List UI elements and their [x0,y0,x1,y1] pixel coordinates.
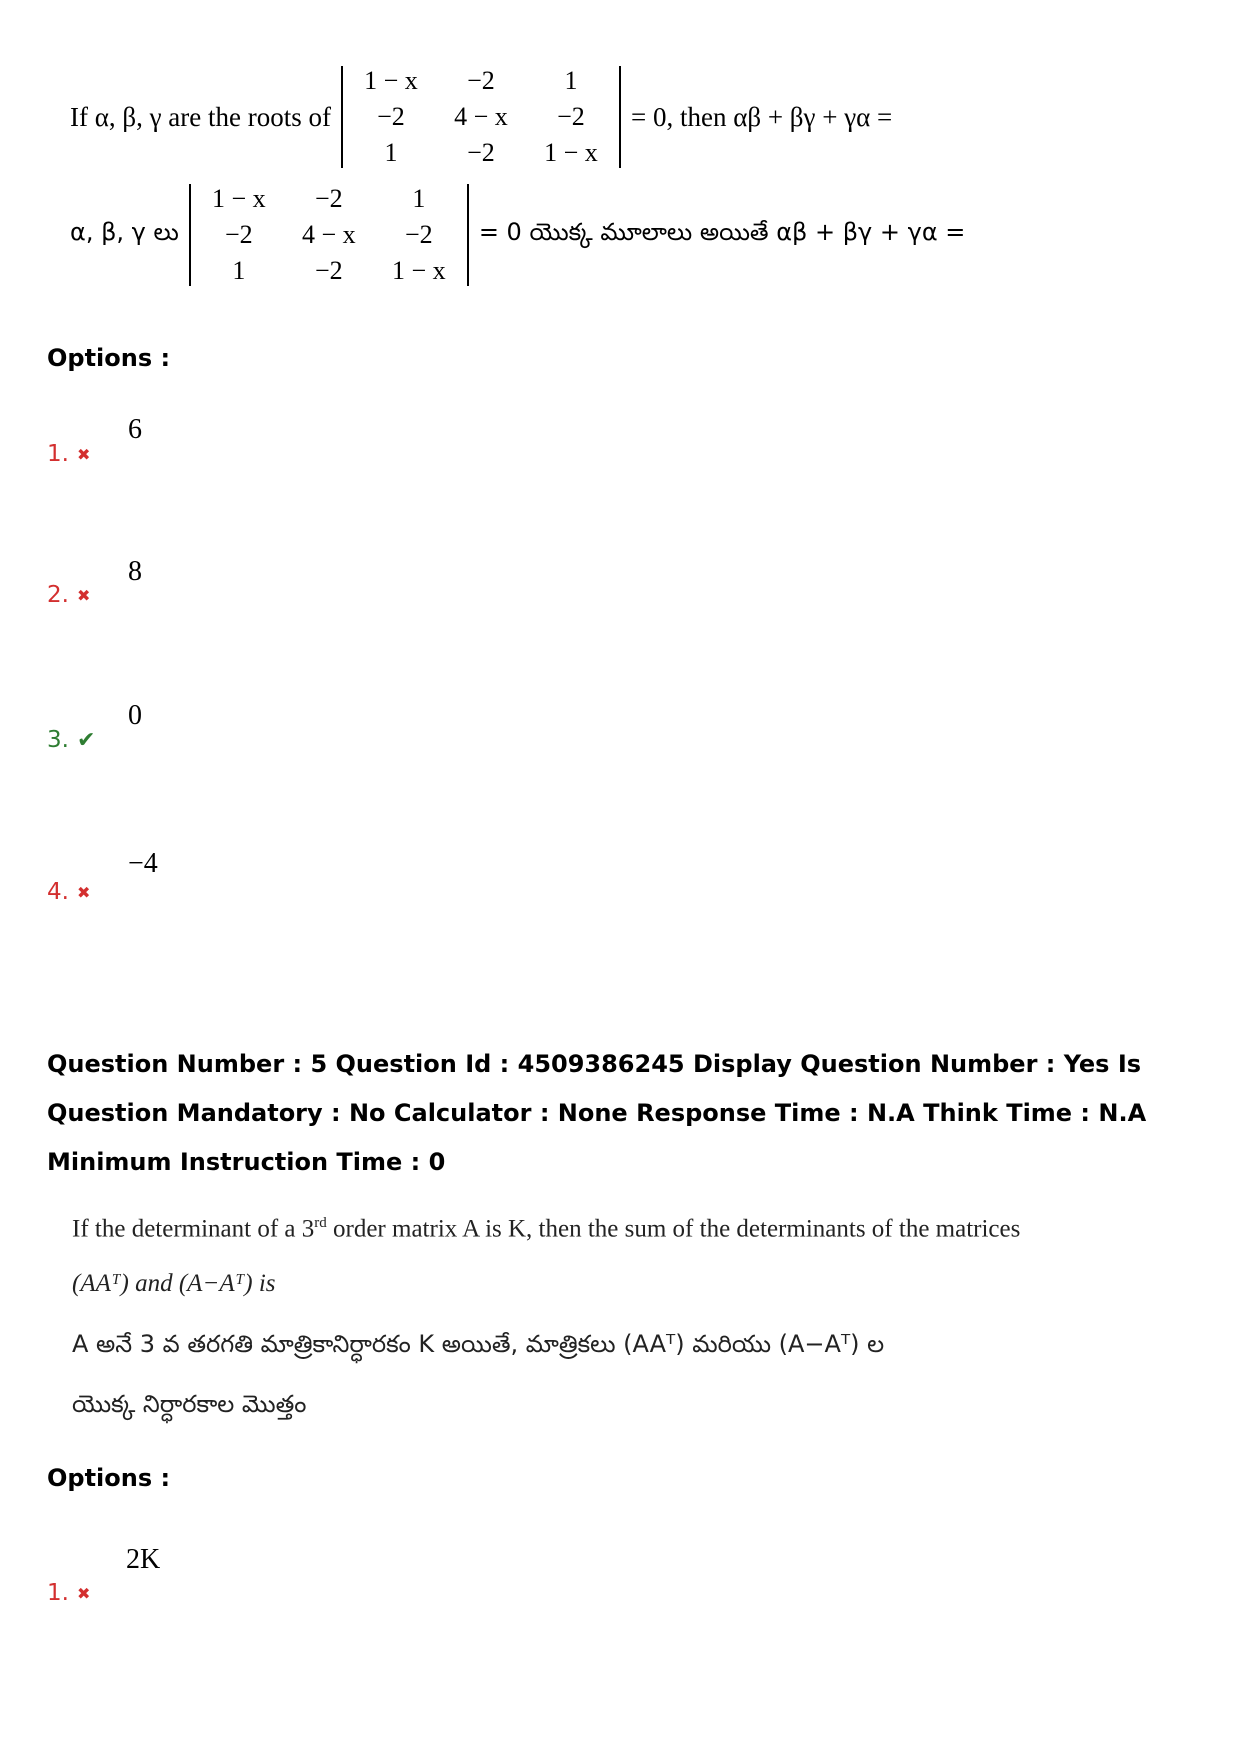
matrix-cell: 1 [412,184,426,213]
matrix-cell: 1 − x [211,184,266,213]
matrix-cell: 1 − x [364,66,418,95]
option-number-text: 4. [47,879,69,905]
matrix-cell: −2 [314,256,343,285]
q5-line-4: యొక్క నిర్ధారకాల మొత్తం [72,1390,307,1418]
option-number [47,441,90,467]
matrix-cell: −2 [224,220,253,249]
matrix-cell: 1 [232,256,246,285]
options-heading: Options : [47,1464,171,1492]
q5-line-1-sup: rd [314,1215,327,1231]
option-value: 6 [128,414,142,445]
option-number [47,582,90,608]
q4-telugu-prefix: α, β, γ లు [70,218,179,246]
q5-line-1-b: order matrix A is K, then the sum of the determinants of the matrices [326,1215,1021,1243]
option-number-text: 2. [47,582,69,608]
options-heading: Options : [47,344,171,372]
q4-determinant-english [341,66,621,168]
option-number-text: 1. [47,1580,69,1606]
check-icon: ✔ [76,727,96,753]
matrix-cell: 1 − x [544,138,598,167]
q4-telugu-suffix: = 0 యొక్క మూలాలు అయితే αβ + βγ + γα = [478,218,966,246]
cross-icon: ✖ [76,585,91,605]
question-header: Question Number : 5 Question Id : 4509386245 Display Question Number : Yes Is Question Mandatory : No Calculator : None Response Time : N.A Think Time : N.A Minimum Instruction Time : 0 [47,1050,1147,1176]
q5-line-1-a: If the determinant of a 3 [72,1215,315,1243]
option-number [47,727,95,753]
matrix-cell: −2 [557,102,585,131]
q5-line-1 [72,1215,1020,1243]
q5-line-2: (AAᵀ) and (A−Aᵀ) is [72,1270,276,1297]
option-number-text: 1. [47,441,69,467]
option-value: −4 [128,848,158,879]
matrix-cell: 1 − x [391,256,446,285]
matrix-cell: −2 [314,184,343,213]
option-value: 8 [128,556,142,587]
q5-line-3: A అనే 3 వ తరగతి మాత్రికానిర్ధారకం K అయితే, మాత్రికలు (AAᵀ) మరియు (A−Aᵀ) ల [72,1330,885,1358]
matrix-cell: −2 [404,220,433,249]
matrix-cell: −2 [467,66,495,95]
option-value: 2K [126,1544,161,1575]
option-number-text: 3. [47,727,69,753]
q4-determinant-telugu [189,184,469,286]
matrix-cell: 4 − x [301,220,356,249]
matrix-cell: −2 [467,138,495,167]
option-number [47,879,90,905]
q4-english-suffix: = 0, then αβ + βγ + γα = [630,101,893,132]
cross-icon: ✖ [76,444,91,464]
option-number [47,1580,90,1606]
matrix-cell: 1 [564,66,578,95]
matrix-cell: 4 − x [454,102,508,131]
matrix-cell: 1 [384,138,398,167]
cross-icon: ✖ [76,1583,91,1603]
q4-english-line [70,66,892,168]
q4-telugu-line [70,184,965,286]
option-value: 0 [128,700,142,731]
matrix-cell: −2 [377,102,405,131]
cross-icon: ✖ [76,882,91,902]
q4-english-prefix: If α, β, γ are the roots of [70,101,331,132]
